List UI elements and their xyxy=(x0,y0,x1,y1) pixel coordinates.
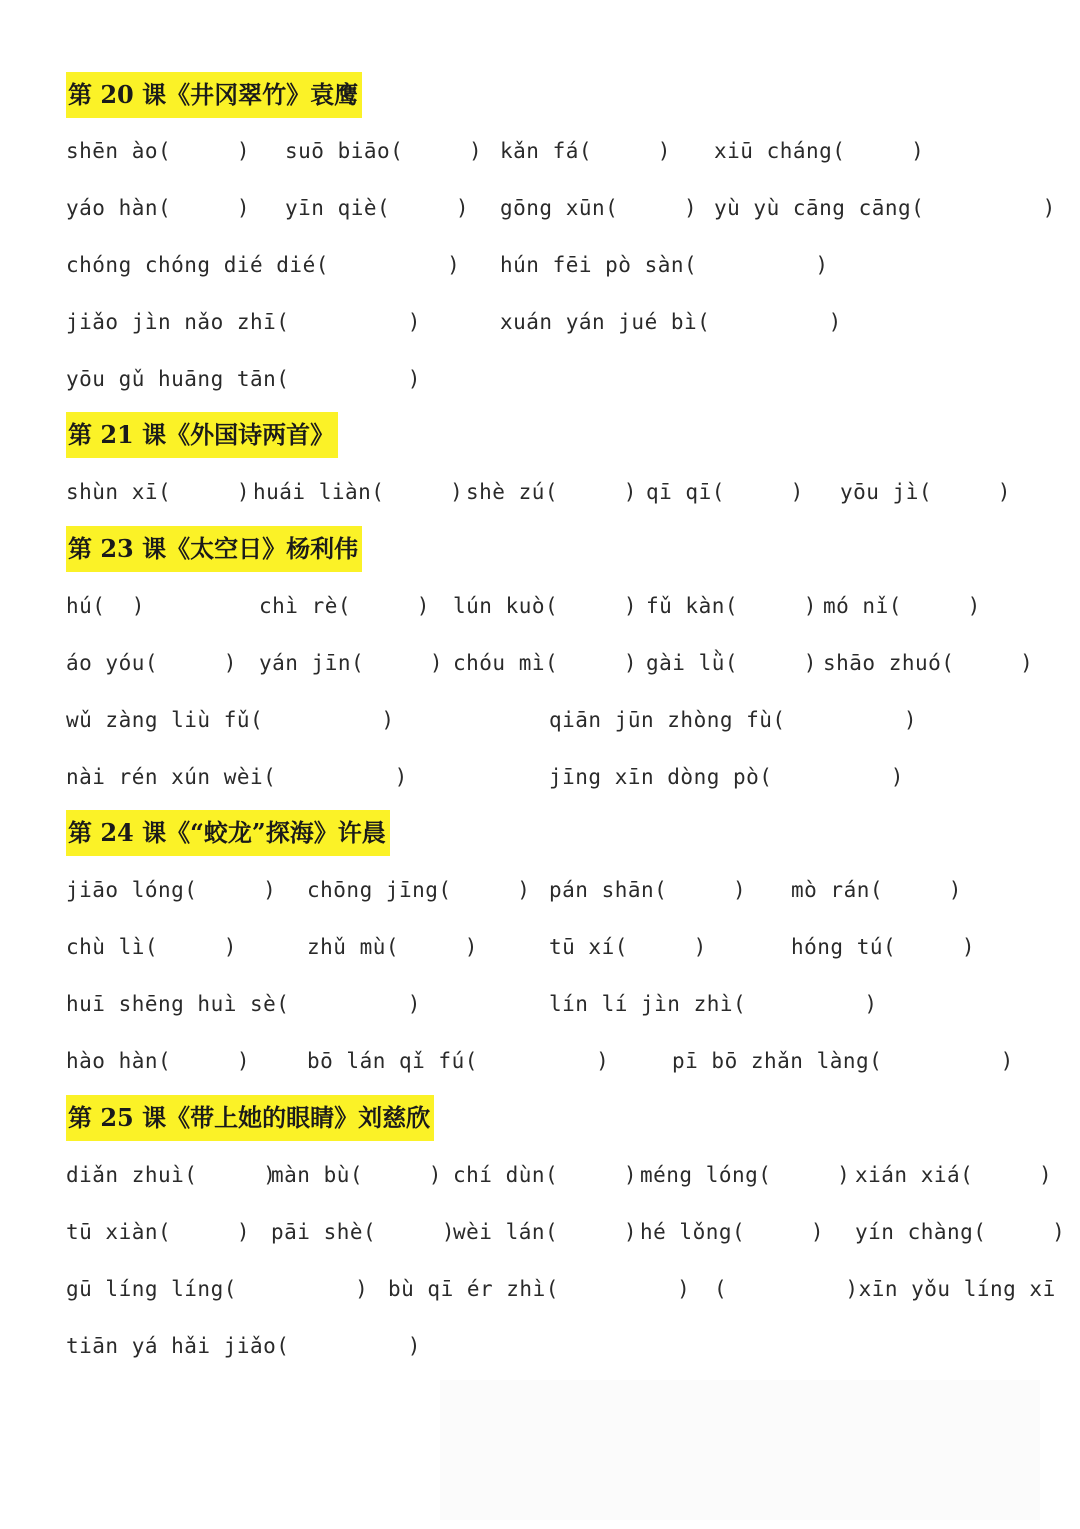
vocab-item: shùn xī( ) xyxy=(66,480,251,504)
section-heading-lesson-23: 第 23 课《太空日》杨利伟 xyxy=(66,526,362,572)
vocab-item: shè zú( ) xyxy=(466,480,637,504)
vocab-item: hào hàn( ) xyxy=(66,1049,251,1073)
vocab-item: yáo hàn( ) xyxy=(66,196,251,220)
vocab-item: hé lǒng( ) xyxy=(640,1220,825,1244)
vocab-item: kǎn fá( ) xyxy=(500,139,671,163)
vocab-row xyxy=(0,586,1080,626)
vocab-item: chōng jīng( ) xyxy=(307,878,531,902)
vocab-row xyxy=(0,245,1080,285)
vocab-row xyxy=(0,1155,1080,1195)
vocab-row xyxy=(0,643,1080,683)
vocab-row xyxy=(0,1041,1080,1081)
vocab-item: jiāo lóng( ) xyxy=(66,878,277,902)
vocab-item: chóng chóng dié dié( ) xyxy=(66,253,461,277)
vocab-item: yín chàng( ) xyxy=(855,1220,1066,1244)
vocab-row xyxy=(0,984,1080,1024)
vocab-item: chí dùn( ) xyxy=(453,1163,638,1187)
vocab-item: nài rén xún wèi( ) xyxy=(66,765,408,789)
vocab-row xyxy=(0,927,1080,967)
vocab-item: yōu jì( ) xyxy=(840,480,1011,504)
vocab-item: jiǎo jìn nǎo zhī( ) xyxy=(66,310,421,334)
vocab-item: wǔ zàng liù fǔ( ) xyxy=(66,708,395,732)
vocab-item: áo yóu( ) xyxy=(66,651,237,675)
vocab-row xyxy=(0,472,1080,512)
vocab-item: pāi shè( ) xyxy=(271,1220,456,1244)
vocab-item: ( )xīn yǒu líng xī xyxy=(714,1277,1056,1301)
vocab-item: pán shān( ) xyxy=(549,878,747,902)
section-heading-lesson-21: 第 21 课《外国诗两首》 xyxy=(66,412,338,458)
vocab-item: zhǔ mù( ) xyxy=(307,935,478,959)
section-heading-lesson-24: 第 24 课《“蛟龙”探海》许晨 xyxy=(66,810,390,856)
vocab-item: diǎn zhuì( ) xyxy=(66,1163,277,1187)
vocab-item: suō biāo( ) xyxy=(285,139,483,163)
vocab-item: fǔ kàn( ) xyxy=(646,594,817,618)
vocab-row xyxy=(0,188,1080,228)
vocab-item: chì rè( ) xyxy=(259,594,430,618)
vocab-item: tiān yá hǎi jiǎo( ) xyxy=(66,1334,421,1358)
vocab-item: xuán yán jué bì( ) xyxy=(500,310,842,334)
vocab-item: qiān jūn zhòng fù( ) xyxy=(549,708,918,732)
vocab-item: chóu mì( ) xyxy=(453,651,638,675)
section-heading-lesson-25: 第 25 课《带上她的眼睛》刘慈欣 xyxy=(66,1095,434,1141)
vocab-item: mó nǐ( ) xyxy=(823,594,981,618)
vocab-item: tū xiàn( ) xyxy=(66,1220,251,1244)
vocab-item: xiū cháng( ) xyxy=(714,139,925,163)
vocab-item: yīn qiè( ) xyxy=(285,196,470,220)
vocab-item: bù qī ér zhì( ) xyxy=(388,1277,691,1301)
vocab-row xyxy=(0,870,1080,910)
vocab-item: mò rán( ) xyxy=(791,878,962,902)
vocab-item: pī bō zhǎn làng( ) xyxy=(672,1049,1014,1073)
vocab-row xyxy=(0,359,1080,399)
vocab-row xyxy=(0,1212,1080,1252)
vocab-item: yán jīn( ) xyxy=(259,651,444,675)
vocab-item: shēn ào( ) xyxy=(66,139,251,163)
background-smudge xyxy=(440,1380,1040,1520)
vocab-item: wèi lán( ) xyxy=(453,1220,638,1244)
vocab-row xyxy=(0,757,1080,797)
vocab-item: shāo zhuó( ) xyxy=(823,651,1034,675)
vocab-item: gū líng líng( ) xyxy=(66,1277,369,1301)
vocab-item: tū xí( ) xyxy=(549,935,707,959)
vocab-item: gài lǜ( ) xyxy=(646,651,817,675)
vocab-item: yōu gǔ huāng tān( ) xyxy=(66,367,421,391)
vocab-row xyxy=(0,1269,1080,1309)
vocab-item: huái liàn( ) xyxy=(253,480,464,504)
vocab-item: jīng xīn dòng pò( ) xyxy=(549,765,904,789)
vocab-item: màn bù( ) xyxy=(271,1163,442,1187)
vocab-row xyxy=(0,1326,1080,1366)
vocab-item: méng lóng( ) xyxy=(640,1163,851,1187)
vocab-item: lín lí jìn zhì( ) xyxy=(549,992,878,1016)
vocab-item: hóng tú( ) xyxy=(791,935,976,959)
vocab-item: qī qī( ) xyxy=(646,480,804,504)
section-heading-lesson-20: 第 20 课《井冈翠竹》袁鹰 xyxy=(66,72,362,118)
vocab-item: gōng xūn( ) xyxy=(500,196,698,220)
vocab-item: huī shēng huì sè( ) xyxy=(66,992,421,1016)
vocab-item: xián xiá( ) xyxy=(855,1163,1053,1187)
vocab-row xyxy=(0,302,1080,342)
vocab-item: yù yù cāng cāng( ) xyxy=(714,196,1056,220)
vocab-item: hú( ) xyxy=(66,594,145,618)
vocab-row xyxy=(0,131,1080,171)
vocab-item: chù lì( ) xyxy=(66,935,237,959)
vocab-row xyxy=(0,700,1080,740)
vocab-item: bō lán qǐ fú( ) xyxy=(307,1049,610,1073)
vocab-item: lún kuò( ) xyxy=(453,594,638,618)
vocab-item: hún fēi pò sàn( ) xyxy=(500,253,829,277)
